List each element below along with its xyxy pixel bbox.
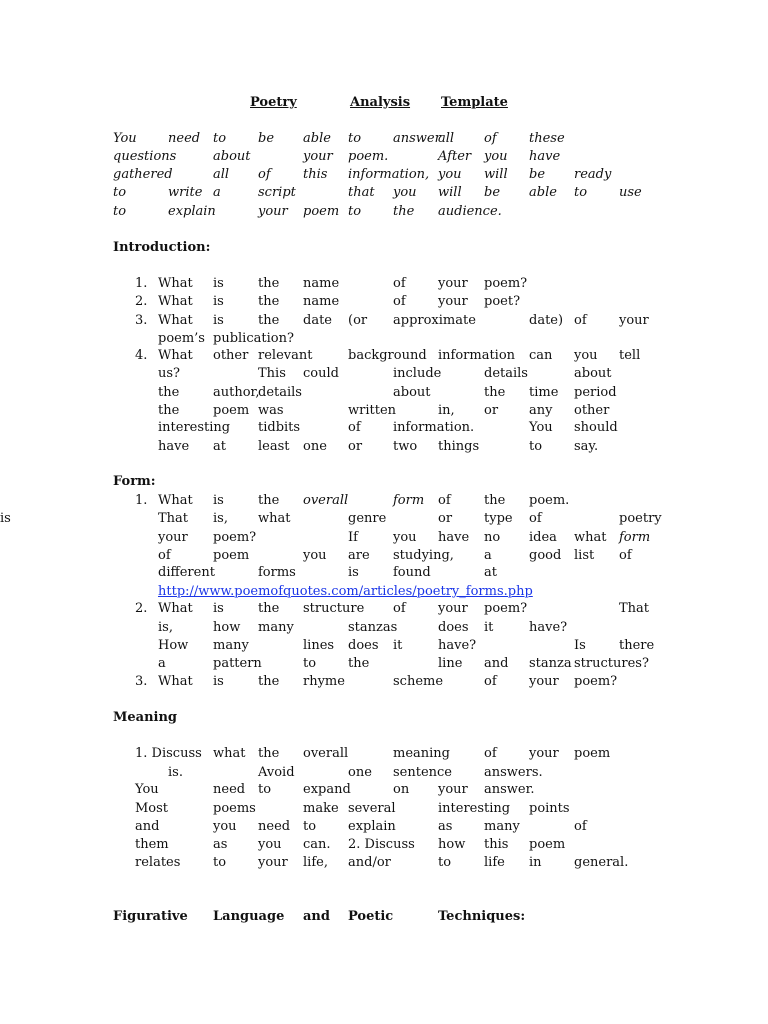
word: Most <box>135 801 169 816</box>
word: poem <box>213 548 250 563</box>
word: many <box>213 638 249 653</box>
word: about <box>393 385 431 400</box>
word: good <box>529 548 562 563</box>
word: of <box>574 313 587 328</box>
word: type <box>484 511 513 526</box>
word: able <box>529 185 557 200</box>
word: date) <box>529 313 564 328</box>
word: poem <box>574 746 611 761</box>
word: poem <box>529 837 566 852</box>
word: That <box>158 511 189 526</box>
list-number: 3. <box>135 313 148 328</box>
word: is <box>0 511 11 526</box>
word: your <box>438 294 468 309</box>
word: time <box>529 385 559 400</box>
word: rhyme <box>303 674 345 689</box>
word: answer <box>393 131 441 146</box>
word: studying, <box>393 548 454 563</box>
word: other <box>213 348 249 363</box>
word: expand <box>303 782 351 797</box>
word: and <box>135 819 160 834</box>
word: there <box>619 638 655 653</box>
word: poem’s <box>158 331 205 346</box>
word: What <box>158 601 193 616</box>
word: of <box>484 674 497 689</box>
word: make <box>303 801 339 816</box>
word: is, <box>213 511 228 526</box>
word: can. <box>303 837 331 852</box>
word: This <box>258 366 286 381</box>
word: all <box>438 131 455 146</box>
word: what <box>213 746 246 761</box>
word: about <box>574 366 612 381</box>
word: you <box>303 548 327 563</box>
word: it <box>484 620 494 635</box>
word: Form: <box>113 474 156 489</box>
word: Analysis <box>350 95 411 110</box>
word: need <box>213 782 246 797</box>
word: how <box>438 837 466 852</box>
word: in <box>529 855 542 870</box>
word: What <box>158 313 193 328</box>
word: is <box>213 294 224 309</box>
word: stanzas <box>348 620 398 635</box>
word: is <box>213 674 224 689</box>
word: sentence <box>393 765 453 780</box>
word: questions <box>113 149 177 164</box>
word: Introduction: <box>113 240 211 255</box>
word: your <box>303 149 333 164</box>
word: details <box>258 385 302 400</box>
word: them <box>135 837 169 852</box>
word: in, <box>438 403 455 418</box>
word: lines <box>303 638 335 653</box>
word: the <box>484 493 506 508</box>
word: relates <box>135 855 181 870</box>
word: include <box>393 366 442 381</box>
word: is <box>213 313 224 328</box>
word: at <box>213 439 226 454</box>
word: does <box>438 620 469 635</box>
word: two <box>393 439 418 454</box>
word: scheme <box>393 674 444 689</box>
word: need <box>258 819 291 834</box>
word: have <box>438 530 470 545</box>
word: the <box>393 204 415 219</box>
word: points <box>529 801 570 816</box>
word: what <box>258 511 291 526</box>
word: the <box>158 385 180 400</box>
word: life, <box>303 855 328 870</box>
word: written <box>348 403 397 418</box>
word: Poetic <box>348 909 394 924</box>
word: to <box>213 855 227 870</box>
word: the <box>484 385 506 400</box>
word: to <box>303 656 317 671</box>
word: you <box>438 167 462 182</box>
word: script <box>258 185 296 200</box>
word: to <box>213 131 227 146</box>
word: should <box>574 420 618 435</box>
word: explain <box>348 819 396 834</box>
word: poem? <box>484 601 528 616</box>
word: interesting <box>438 801 511 816</box>
word: and <box>484 656 509 671</box>
word: If <box>348 530 358 545</box>
list-number: 1. <box>135 276 148 291</box>
word: What <box>158 493 193 508</box>
word: your <box>258 855 288 870</box>
word: You <box>529 420 553 435</box>
word: many <box>258 620 294 635</box>
word: of <box>348 420 361 435</box>
word: gathered <box>113 167 173 182</box>
word: to <box>529 439 543 454</box>
word: poem? <box>213 530 257 545</box>
word: that <box>348 185 375 200</box>
word: was <box>258 403 284 418</box>
word: a <box>484 548 492 563</box>
word: poem? <box>484 276 528 291</box>
word: of <box>438 493 451 508</box>
word: your <box>258 204 288 219</box>
word: meaning <box>393 746 450 761</box>
word: able <box>303 131 331 146</box>
word: a <box>158 656 166 671</box>
word: on <box>393 782 410 797</box>
word: be <box>258 131 275 146</box>
word: structures? <box>574 656 649 671</box>
word: list <box>574 548 595 563</box>
word: information. <box>393 420 475 435</box>
word: and/or <box>348 855 391 870</box>
word: of <box>619 548 632 563</box>
word: us? <box>158 366 181 381</box>
word: this <box>303 167 328 182</box>
word: is <box>213 601 224 616</box>
word: the <box>258 493 280 508</box>
word: other <box>574 403 610 418</box>
word: You <box>113 131 137 146</box>
word: What <box>158 294 193 309</box>
word: name <box>303 276 340 291</box>
word: or <box>438 511 453 526</box>
word: you <box>574 348 598 363</box>
word: a <box>213 185 221 200</box>
list-number: 3. <box>135 674 148 689</box>
word: have? <box>438 638 477 653</box>
word: or <box>348 439 363 454</box>
word: of <box>574 819 587 834</box>
word: your <box>438 601 468 616</box>
word: does <box>348 638 379 653</box>
word: your <box>619 313 649 328</box>
list-number: 4. <box>135 348 148 363</box>
word: interesting <box>158 420 231 435</box>
word: stanza <box>529 656 572 671</box>
word: poet? <box>484 294 521 309</box>
word: or <box>484 403 499 418</box>
word: write <box>168 185 203 200</box>
word: of <box>258 167 271 182</box>
word: Language <box>213 909 285 924</box>
word: answers. <box>484 765 543 780</box>
word: have <box>529 149 561 164</box>
word: can <box>529 348 553 363</box>
word: What <box>158 674 193 689</box>
word: period <box>574 385 617 400</box>
word: After <box>438 149 472 164</box>
word: these <box>529 131 565 146</box>
word: life <box>484 855 505 870</box>
word: you <box>393 185 417 200</box>
word: information <box>438 348 516 363</box>
word: to <box>574 185 588 200</box>
word: general. <box>574 855 629 870</box>
word: is <box>213 493 224 508</box>
word: and <box>303 909 330 924</box>
word: you <box>484 149 508 164</box>
word: any <box>529 403 553 418</box>
word: as <box>438 819 453 834</box>
word: you <box>213 819 237 834</box>
word: name <box>303 294 340 309</box>
word: tell <box>619 348 641 363</box>
word: all <box>213 167 230 182</box>
word: the <box>258 674 280 689</box>
word: to <box>258 782 272 797</box>
word: pattern <box>213 656 262 671</box>
word: many <box>484 819 520 834</box>
word: the <box>258 746 280 761</box>
word: of <box>393 276 406 291</box>
word: need <box>168 131 201 146</box>
word: tidbits <box>258 420 301 435</box>
word: details <box>484 366 528 381</box>
list-number: 1. <box>135 493 148 508</box>
word: Avoid <box>258 765 295 780</box>
word: publication? <box>213 331 294 346</box>
word: to <box>348 204 362 219</box>
word: say. <box>574 439 599 454</box>
word: Template <box>441 95 508 110</box>
word: least <box>258 439 290 454</box>
word: poetry <box>619 511 662 526</box>
word: structure <box>303 601 365 616</box>
word: is, <box>158 620 173 635</box>
word: as <box>213 837 228 852</box>
word: different <box>158 565 215 580</box>
word: use <box>619 185 642 200</box>
word: could <box>303 366 339 381</box>
word: your <box>438 782 468 797</box>
word: what <box>574 530 607 545</box>
word: Meaning <box>113 710 178 725</box>
word: explain <box>168 204 216 219</box>
word: poem. <box>529 493 570 508</box>
word: one <box>348 765 372 780</box>
word: you <box>258 837 282 852</box>
word: is <box>213 276 224 291</box>
word: your <box>158 530 188 545</box>
list-number: 2. <box>135 294 148 309</box>
word: information, <box>348 167 430 182</box>
word: found <box>393 565 431 580</box>
word: your <box>438 276 468 291</box>
word: (or <box>348 313 368 328</box>
word: approximate <box>393 313 476 328</box>
word: one <box>303 439 327 454</box>
word: to <box>113 204 127 219</box>
word: poems <box>213 801 256 816</box>
word: to <box>113 185 127 200</box>
word: Poetry <box>250 95 297 110</box>
word: will <box>484 167 508 182</box>
word: of <box>393 294 406 309</box>
word: be <box>529 167 546 182</box>
word: are <box>348 548 370 563</box>
word: will <box>438 185 462 200</box>
word: the <box>258 313 280 328</box>
word: 1. Discuss <box>135 746 202 761</box>
word: That <box>619 601 650 616</box>
word: poem <box>213 403 250 418</box>
word: poem <box>303 204 340 219</box>
word: date <box>303 313 332 328</box>
word: the <box>258 601 280 616</box>
word: of <box>484 131 497 146</box>
word: the <box>258 294 280 309</box>
word: What <box>158 276 193 291</box>
word: idea <box>529 530 557 545</box>
word: it <box>393 638 403 653</box>
word: relevant <box>258 348 313 363</box>
word: background <box>348 348 427 363</box>
word: of <box>529 511 542 526</box>
word: have <box>158 439 190 454</box>
word: is. <box>168 765 183 780</box>
word: things <box>438 439 480 454</box>
poetry-forms-link[interactable]: http://www.poemofquotes.com/articles/poetry_forms.php <box>158 584 533 599</box>
word: is <box>348 565 359 580</box>
word: poem. <box>348 149 389 164</box>
word: author, <box>213 385 260 400</box>
word: to <box>438 855 452 870</box>
word: to <box>303 819 317 834</box>
word: how <box>213 620 241 635</box>
word: poem? <box>574 674 618 689</box>
word: have? <box>529 620 568 635</box>
word: form <box>393 493 425 508</box>
word: several <box>348 801 396 816</box>
word: about <box>213 149 251 164</box>
word: your <box>529 674 559 689</box>
word: overall <box>303 493 349 508</box>
word: What <box>158 348 193 363</box>
word: your <box>529 746 559 761</box>
word: Techniques: <box>438 909 526 924</box>
word: Figurative <box>113 909 188 924</box>
word: You <box>135 782 159 797</box>
word: the <box>258 276 280 291</box>
word: line <box>438 656 463 671</box>
word: answer. <box>484 782 535 797</box>
word: forms <box>258 565 296 580</box>
word: form <box>619 530 651 545</box>
list-number: 2. <box>135 601 148 616</box>
word: of <box>484 746 497 761</box>
word: at <box>484 565 497 580</box>
word: How <box>158 638 189 653</box>
word: of <box>158 548 171 563</box>
word: Is <box>574 638 586 653</box>
word: no <box>484 530 501 545</box>
word: audience. <box>438 204 502 219</box>
word: of <box>393 601 406 616</box>
word: you <box>393 530 417 545</box>
word: genre <box>348 511 387 526</box>
word: the <box>158 403 180 418</box>
word: overall <box>303 746 349 761</box>
word: to <box>348 131 362 146</box>
word: the <box>348 656 370 671</box>
word: 2. Discuss <box>348 837 415 852</box>
word: ready <box>574 167 612 182</box>
word: this <box>484 837 509 852</box>
word: be <box>484 185 501 200</box>
